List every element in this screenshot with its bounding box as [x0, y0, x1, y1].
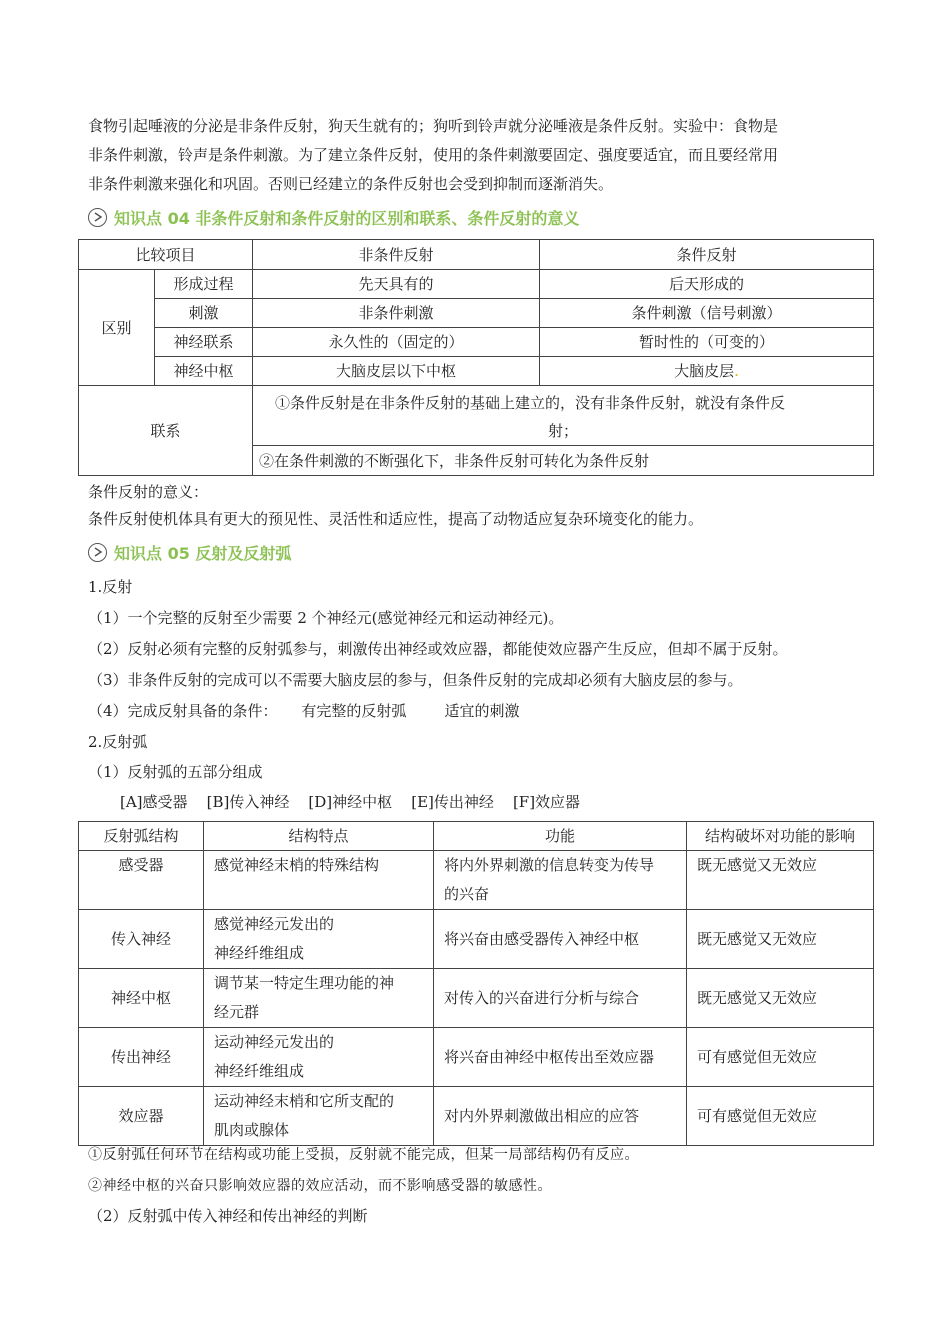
table-row: [79, 1028, 874, 1087]
row-conditioned: 条件刺激（信号刺激）: [540, 299, 874, 328]
arc-feature-line: 肌肉或腺体: [214, 1121, 290, 1139]
row-item: 神经联系: [155, 328, 253, 357]
arc-feature-line: 运动神经元发出的: [214, 1033, 335, 1051]
row-unconditioned: 先天具有的: [253, 270, 540, 299]
arc-feature-line: 调节某一特定生理功能的神: [214, 974, 395, 992]
relation-1-line-a: ①条件反射是在非条件反射的基础上建立的，没有非条件反射，就没有条件反: [275, 393, 786, 412]
arc-heading: 2.反射弧: [88, 733, 148, 751]
arc-structure: 神经中枢: [79, 969, 204, 1028]
arc-structure: 传出神经: [79, 1028, 204, 1087]
row-item: 神经中枢: [155, 357, 253, 386]
arc-header-structure: 反射弧结构: [79, 822, 204, 851]
arc-structure: 效应器: [79, 1087, 204, 1146]
arc-function: 对内外界刺激做出相应的应答: [434, 1087, 687, 1146]
arc-function-line: 的兴奋: [444, 885, 490, 903]
arc-feature: [204, 1028, 434, 1087]
relation-text-2: ②在条件刺激的不断强化下，非条件反射可转化为条件反射: [253, 446, 874, 476]
arc-header-feature: 结构特点: [204, 822, 434, 851]
table-row: [79, 1087, 874, 1146]
table-row: [79, 910, 874, 969]
arc-effect: 可有感觉但无效应: [687, 1087, 874, 1146]
section-4-heading: [88, 204, 579, 230]
arc-function: 对传入的兴奋进行分析与综合: [434, 969, 687, 1028]
arc-effect: 既无感觉又无效应: [687, 910, 874, 969]
intro-line-2: 非条件刺激，铃声是条件刺激。为了建立条件反射，使用的条件刺激要固定、强度要适宜，而且要经常用: [88, 146, 779, 164]
arc-feature-line: 经元群: [214, 1003, 260, 1021]
arc-structure: 感受器: [79, 851, 204, 910]
marker-dot: .: [734, 362, 739, 380]
row-unconditioned: 非条件刺激: [253, 299, 540, 328]
intro-line-1: 食物引起唾液的分泌是非条件反射，狗天生就有的；狗听到铃声就分泌唾液是条件反射。实验中：食物是: [88, 117, 779, 135]
header-item: 比较项目: [79, 240, 253, 270]
arc-feature: [204, 851, 434, 910]
table-row: [79, 299, 874, 328]
arc-effect: 既无感觉又无效应: [687, 851, 874, 910]
arc-feature: [204, 1087, 434, 1146]
table-row: [79, 328, 874, 357]
relation-text-1: [253, 386, 874, 446]
group-label-difference: 区别: [79, 270, 155, 386]
comparison-table: [78, 239, 874, 476]
play-circle-icon: [88, 208, 107, 227]
table-header-row: [79, 240, 874, 270]
arc-feature-line: 感觉神经元发出的: [214, 915, 335, 933]
row-conditioned: 暂时性的（可变的）: [540, 328, 874, 357]
intro-line-3: 非条件刺激来强化和巩固。否则已经建立的条件反射也会受到抑制而逐渐消失。: [88, 175, 614, 193]
section-4-title: 知识点 04 非条件反射和条件反射的区别和联系、条件反射的意义: [114, 208, 580, 228]
row-unconditioned: 永久性的（固定的）: [253, 328, 540, 357]
row-item: 刺激: [155, 299, 253, 328]
reflex-item-2: （2）反射必须有完整的反射弧参与，刺激传出神经或效应器，都能使效应器产生反应，但却不属于反射。: [88, 640, 788, 658]
table-row: [79, 357, 874, 386]
meaning-text: 条件反射使机体具有更大的预见性、灵活性和适应性，提高了动物适应复杂环境变化的能力。: [88, 510, 704, 528]
section-5-heading: [88, 539, 291, 565]
arc-feature: [204, 910, 434, 969]
section-5-title: 知识点 05 反射及反射弧: [114, 543, 292, 563]
arc-function: 将兴奋由神经中枢传出至效应器: [434, 1028, 687, 1087]
arc-effect: 可有感觉但无效应: [687, 1028, 874, 1087]
arc-function-line: 将内外界刺激的信息转变为传导: [444, 856, 655, 874]
table-row: [79, 270, 874, 299]
reflex-item-1: （1）一个完整的反射至少需要 2 个神经元(感觉神经元和运动神经元)。: [88, 609, 564, 627]
row-conditioned: [540, 357, 874, 386]
reflex-item-4: （4）完成反射具备的条件： 有完整的反射弧 适宜的刺激: [88, 702, 520, 720]
arc-sub-2: （2）反射弧中传入神经和传出神经的判断: [88, 1207, 368, 1225]
relation-row: [79, 386, 874, 446]
arc-sub-1: （1）反射弧的五部分组成: [88, 763, 263, 781]
reflex-item-3: （3）非条件反射的完成可以不需要大脑皮层的参与，但条件反射的完成却必须有大脑皮层的参与。: [88, 671, 743, 689]
note-2: ②神经中枢的兴奋只影响效应器的效应活动，而不影响感受器的敏感性。: [88, 1178, 552, 1194]
arc-structure: 传入神经: [79, 910, 204, 969]
header-unconditioned: 非条件反射: [253, 240, 540, 270]
arc-effect: 既无感觉又无效应: [687, 969, 874, 1028]
relation-label: 联系: [79, 386, 253, 476]
arc-function: [434, 851, 687, 910]
row-item: 形成过程: [155, 270, 253, 299]
reflex-heading: 1.反射: [88, 578, 133, 596]
relation-1-line-b: 射；: [548, 421, 579, 440]
arc-feature-line: 运动神经末梢和它所支配的: [214, 1092, 395, 1110]
reflex-arc-table: [78, 821, 874, 1146]
arc-function: 将兴奋由感受器传入神经中枢: [434, 910, 687, 969]
meaning-label: 条件反射的意义：: [88, 483, 209, 501]
arc-header-row: [79, 822, 874, 851]
row-conditioned: 后天形成的: [540, 270, 874, 299]
arc-feature-line: 神经纤维组成: [214, 944, 305, 962]
row-conditioned-text: 大脑皮层: [674, 362, 735, 380]
table-row: [79, 969, 874, 1028]
arc-feature-line: 感觉神经末梢的特殊结构: [214, 856, 380, 874]
arc-header-function: 功能: [434, 822, 687, 851]
table-row: [79, 851, 874, 910]
row-unconditioned: 大脑皮层以下中枢: [253, 357, 540, 386]
arc-header-effect: 结构破坏对功能的影响: [687, 822, 874, 851]
header-conditioned: 条件反射: [540, 240, 874, 270]
arc-parts: [A]感受器 [B]传入神经 [D]神经中枢 [E]传出神经 [F]效应器: [120, 793, 581, 811]
arc-feature-line: 神经纤维组成: [214, 1062, 305, 1080]
play-circle-icon: [88, 543, 107, 562]
note-1: ①反射弧任何环节在结构或功能上受损，反射就不能完成，但某一局部结构仍有反应。: [88, 1147, 639, 1163]
arc-feature: [204, 969, 434, 1028]
